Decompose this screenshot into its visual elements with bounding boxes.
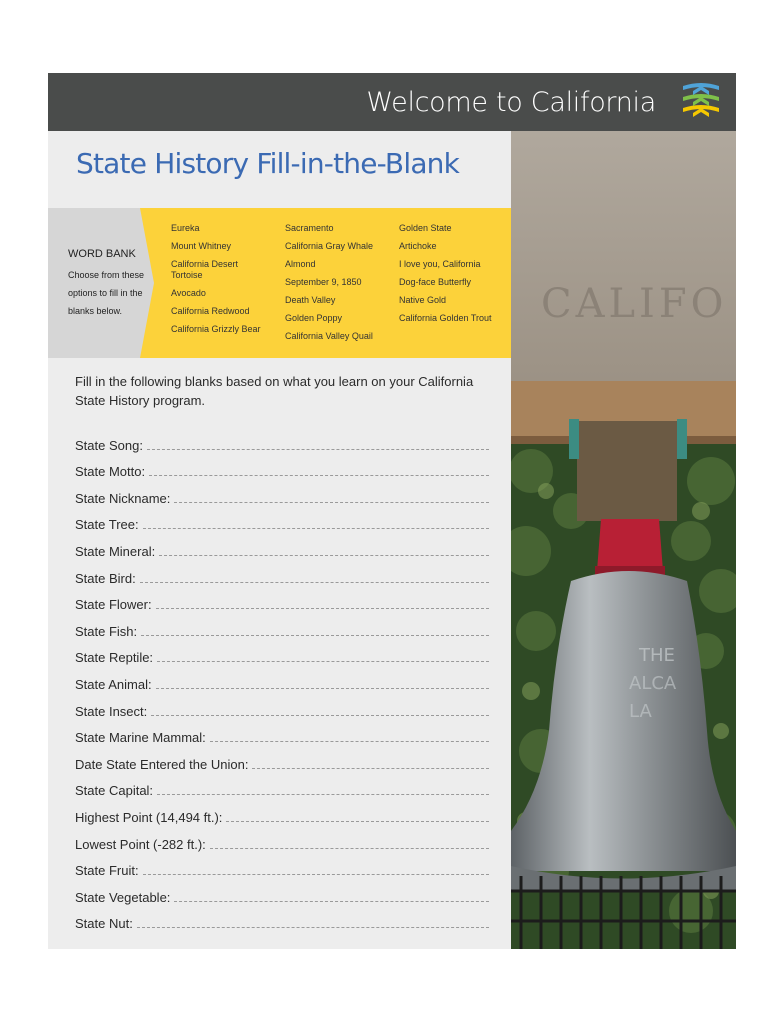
blank-label: State Bird: bbox=[75, 570, 136, 586]
answer-blank[interactable] bbox=[143, 874, 489, 875]
answer-blank[interactable] bbox=[157, 661, 489, 662]
word-bank-item: Golden Poppy bbox=[285, 313, 343, 323]
worksheet-page bbox=[48, 73, 736, 949]
answer-blank[interactable] bbox=[157, 794, 489, 795]
blank-label: State Nickname: bbox=[75, 490, 171, 506]
blank-label: State Marine Mammal: bbox=[75, 730, 206, 746]
blank-label: State Animal: bbox=[75, 676, 152, 692]
word-bank-column-1 bbox=[171, 223, 271, 335]
blank-row-state-insect bbox=[75, 692, 489, 719]
answer-blank[interactable] bbox=[141, 635, 489, 636]
word-bank-item: Mount Whitney bbox=[171, 241, 232, 251]
answer-blank[interactable] bbox=[149, 475, 489, 476]
red-clamp bbox=[597, 519, 663, 571]
california-logo-icon bbox=[681, 81, 721, 121]
blank-label: State Tree: bbox=[75, 517, 139, 533]
liberty-bell-photo bbox=[511, 131, 736, 949]
word-bank-item: Sacramento bbox=[285, 223, 334, 233]
word-bank-item: Eureka bbox=[171, 223, 200, 233]
word-bank-item: California Valley Quail bbox=[285, 331, 373, 341]
word-bank-item: California Golden Trout bbox=[399, 313, 492, 323]
word-bank-item: Death Valley bbox=[285, 295, 336, 305]
blank-label: State Reptile: bbox=[75, 650, 154, 666]
blank-row-state-fruit bbox=[75, 852, 489, 879]
blank-label: State Mineral: bbox=[75, 543, 156, 559]
answer-blank[interactable] bbox=[159, 555, 489, 556]
blank-row-lowest-point bbox=[75, 825, 489, 852]
blank-row-state-flower bbox=[75, 586, 489, 613]
blank-label: State Motto: bbox=[75, 464, 146, 480]
blank-label: Highest Point (14,494 ft.): bbox=[75, 809, 223, 825]
bell-inscription-1: THE bbox=[639, 645, 675, 666]
word-bank-item: Avocado bbox=[171, 288, 206, 298]
answer-blank[interactable] bbox=[156, 608, 489, 609]
blank-list bbox=[75, 426, 489, 931]
blank-row-state-nickname bbox=[75, 479, 489, 506]
header-banner bbox=[48, 73, 736, 131]
bell-bracket bbox=[577, 421, 677, 521]
blank-label: State Insect: bbox=[75, 703, 148, 719]
word-bank-instructions: Choose from these options to fill in the blanks below. bbox=[68, 270, 145, 316]
answer-blank[interactable] bbox=[140, 582, 489, 583]
answer-blank[interactable] bbox=[174, 502, 489, 503]
blank-row-state-motto bbox=[75, 453, 489, 480]
bell-inscription-3: LA bbox=[629, 701, 652, 722]
answer-blank[interactable] bbox=[143, 528, 489, 529]
word-bank-item: California Redwood bbox=[171, 306, 250, 316]
blank-row-statehood-date bbox=[75, 745, 489, 772]
word-bank-item: Golden State bbox=[399, 223, 452, 233]
blank-label: Date State Entered the Union: bbox=[75, 756, 249, 772]
blank-label: State Fruit: bbox=[75, 863, 139, 879]
blank-label: State Capital: bbox=[75, 783, 154, 799]
word-bank-item: California Desert Tortoise bbox=[171, 259, 239, 280]
word-bank-column-3 bbox=[399, 223, 509, 324]
blank-row-state-vegetable bbox=[75, 878, 489, 905]
word-bank-item: I love you, California bbox=[399, 259, 481, 269]
fill-in-instructions: Fill in the following blanks based on what you learn on your California State History program. bbox=[75, 374, 474, 408]
word-bank-item: Almond bbox=[285, 259, 316, 269]
word-bank-heading: WORD BANK bbox=[68, 248, 136, 260]
answer-blank[interactable] bbox=[252, 768, 489, 769]
monument-engraving: CALIFO bbox=[541, 281, 728, 327]
blank-row-state-animal bbox=[75, 665, 489, 692]
stone-monument bbox=[511, 131, 736, 381]
answer-blank[interactable] bbox=[210, 741, 489, 742]
answer-blank[interactable] bbox=[226, 821, 489, 822]
blank-label: State Flower: bbox=[75, 597, 152, 613]
bell-inscription-2: ALCA bbox=[629, 673, 677, 694]
answer-blank[interactable] bbox=[151, 715, 489, 716]
blank-label: State Nut: bbox=[75, 916, 133, 932]
blank-row-state-nut bbox=[75, 905, 489, 932]
answer-blank[interactable] bbox=[174, 901, 489, 902]
answer-blank[interactable] bbox=[147, 449, 489, 450]
word-bank-item: September 9, 1850 bbox=[285, 277, 362, 287]
page-title: State History Fill-in-the-Blank bbox=[76, 147, 460, 180]
blank-row-state-tree bbox=[75, 506, 489, 533]
word-bank-item: California Gray Whale bbox=[285, 241, 374, 251]
blank-row-state-reptile bbox=[75, 639, 489, 666]
liberty-bell-illustration bbox=[511, 131, 736, 949]
answer-blank[interactable] bbox=[137, 927, 489, 928]
blank-row-state-marine-mammal bbox=[75, 719, 489, 746]
blank-row-state-mineral bbox=[75, 532, 489, 559]
answer-blank[interactable] bbox=[156, 688, 489, 689]
word-bank-column-2 bbox=[285, 223, 385, 342]
blank-row-state-fish bbox=[75, 612, 489, 639]
blank-label: State Fish: bbox=[75, 623, 138, 639]
blank-label: State Vegetable: bbox=[75, 889, 171, 905]
word-bank-item: California Grizzly Bear bbox=[171, 324, 261, 334]
word-bank-item: Artichoke bbox=[399, 241, 437, 251]
blank-row-state-capital bbox=[75, 772, 489, 799]
header-title: Welcome to California bbox=[366, 87, 656, 118]
word-bank-item: Native Gold bbox=[399, 295, 447, 305]
blank-label: Lowest Point (-282 ft.): bbox=[75, 836, 206, 852]
answer-blank[interactable] bbox=[210, 848, 489, 849]
blank-row-state-song bbox=[75, 426, 489, 453]
blank-label: State Song: bbox=[75, 437, 143, 453]
word-bank-item: Dog-face Butterfly bbox=[399, 277, 472, 287]
blank-row-highest-point bbox=[75, 798, 489, 825]
blank-row-state-bird bbox=[75, 559, 489, 586]
